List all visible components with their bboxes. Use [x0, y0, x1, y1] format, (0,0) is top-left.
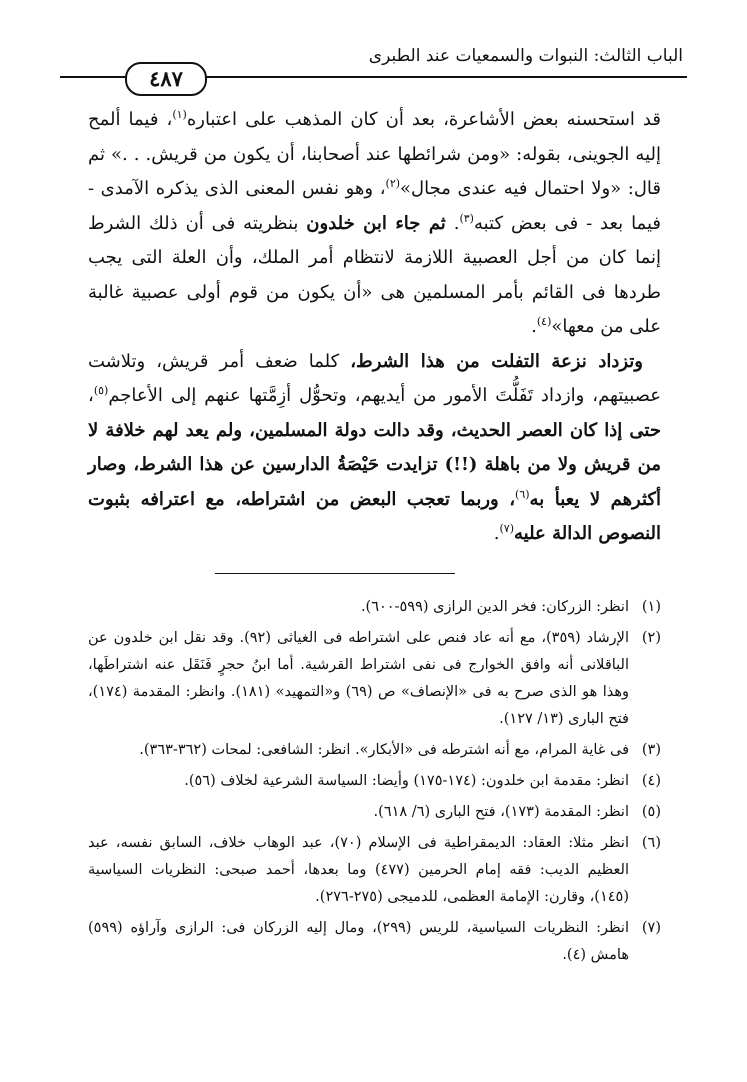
p1-text-1: قد استحسنه بعض الأشاعرة، بعد أن كان المذهب على اعتباره [186, 109, 661, 130]
footnote-2 [88, 625, 661, 733]
footnote-4 [88, 768, 661, 795]
footnote-text: انظر: المقدمة (١٧٣)، فتح البارى (٦/ ٦١٨). [373, 804, 629, 820]
footnote-ref-4[interactable]: (٤) [536, 315, 552, 328]
p2-text-3: . [493, 523, 500, 544]
footnote-text: انظر: مقدمة ابن خلدون: (١٧٤-١٧٥) وأيضا: السياسة الشرعية لخلاف (٥٦). [184, 773, 629, 789]
p1-text-5: بنظريته فى أن ذلك الشرط إنما كان من أجل العصبية اللازمة لانتظام أمر الملك، وأن العلة التى يجب طردها فى القائم بأمر المسلمين هى «أن يكون من قوم أولى عصبية غالبة على من معها» [88, 212, 661, 337]
footnote-separator [215, 573, 455, 574]
footnote-number: (٣) [641, 742, 661, 758]
footnote-text: انظر مثلا: العقاد: الديمقراطية فى الإسلام (٧٠)، عبد الوهاب خلاف، السابق نفسه، عبد العظيم الديب: فقه إمام الحرمين (٤٧٧) وما بعدها، أحمد صبحى: النظريات السياسية (١٤٥)، وقارن: الإمامة العظمى، للدميجى (٢٧٥-٢٧٦). [88, 835, 630, 905]
p1-text-3: ، وهو نفس المعنى الذى يذكره الآمدى - فيما بعد - فى بعض كتبه [88, 178, 661, 234]
paragraph-1 [88, 103, 661, 345]
p1-bold-1: ثم جاء ابن خلدون [306, 212, 446, 234]
footnote-number: (٥) [641, 804, 661, 820]
p2-text-2: ، [88, 385, 94, 406]
footnote-text: انظر: النظريات السياسية، للريس (٢٩٩)، ومال إليه الزركان فى: الرازى وآراؤه (٥٩٩) هامش (٤). [88, 920, 629, 963]
footnote-ref-2[interactable]: (٢) [385, 177, 401, 190]
footnotes [88, 594, 661, 973]
footnote-1 [88, 594, 661, 621]
p2-bold-3: ، وربما تعجب البعض من اشتراطه، مع اعترافه بثبوت النصوص الدالة عليه [88, 488, 661, 544]
footnote-ref-1[interactable]: (١) [172, 108, 187, 121]
footnote-number: (٤) [641, 773, 661, 789]
p1-text-4: . [445, 212, 460, 234]
footnote-number: (٢) [641, 630, 661, 646]
footnote-ref-3[interactable]: (٣) [459, 211, 474, 225]
p2-bold-1: وتزداد نزعة التفلت من هذا الشرط، [350, 350, 643, 372]
footnote-text: الإرشاد (٣٥٩)، مع أنه عاد فنص على اشتراطه فى الغياثى (٩٢). وقد نقل ابن خلدون عن الباقلانى أنه وافق الخوارج فى نفى اشتراط القرشية. أما ابنُ حجرٍ فَنَقَل عنه اشتراطَها، وهذا هو الذى صرح به فى «الإنصاف» ص (٦٩) و«التمهيد» (١٨١). وانظر: المقدمة (١٧٤)، فتح البارى (١٣/ ١٢٧). [88, 630, 629, 727]
main-text [88, 103, 661, 552]
running-header: الباب الثالث: النبوات والسمعيات عند الطبرى [368, 46, 683, 66]
footnote-ref-7[interactable]: (٧) [499, 522, 515, 535]
page-number: ٤٨٧ [125, 62, 207, 96]
footnote-3 [88, 737, 661, 764]
footnote-ref-6[interactable]: (٦) [515, 487, 530, 501]
footnote-ref-5[interactable]: (٥) [93, 384, 109, 397]
p1-text-6: . [531, 316, 537, 337]
paragraph-2 [88, 345, 661, 552]
footnote-5 [88, 799, 661, 826]
footnote-text: انظر: الزركان: فخر الدين الرازى (٥٩٩-٦٠٠). [360, 599, 629, 615]
footnote-text: فى غاية المرام، مع أنه اشترطه فى «الأبكار». انظر: الشافعى: لمحات (٣٦٢-٣٦٣). [139, 742, 629, 758]
footnote-number: (٦) [641, 835, 661, 851]
footnote-7 [88, 915, 661, 969]
p1-text-2: ، فيما ألمح إليه الجوينى، بقوله: «ومن شرائطها عند أصحابنا، أن يكون من قريش. . .» ثم قال: «ولا احتمال فيه عندى مجال» [88, 109, 661, 199]
p2-bold-2: حتى إذا كان العصر الحديث، وقد دالت دولة المسلمين، ولم يعد لهم خلافة لا من قريش ولا من باهلة (!!) تزايدت حَيْصَةُ الدارسين عن هذا الشرط، وصار أكثرهم لا يعبأ به [88, 419, 661, 510]
footnote-number: (٧) [641, 920, 661, 936]
p2-text-1: كلما ضعف أمر قريش، وتلاشت عصبيتهم، وازداد تَفَلُّتَ الأمور من أيديهم، وتحوُّل أزِمَّتها عنهم إلى الأعاجم [88, 350, 661, 406]
footnote-6 [88, 830, 661, 911]
footnote-number: (١) [641, 599, 661, 615]
